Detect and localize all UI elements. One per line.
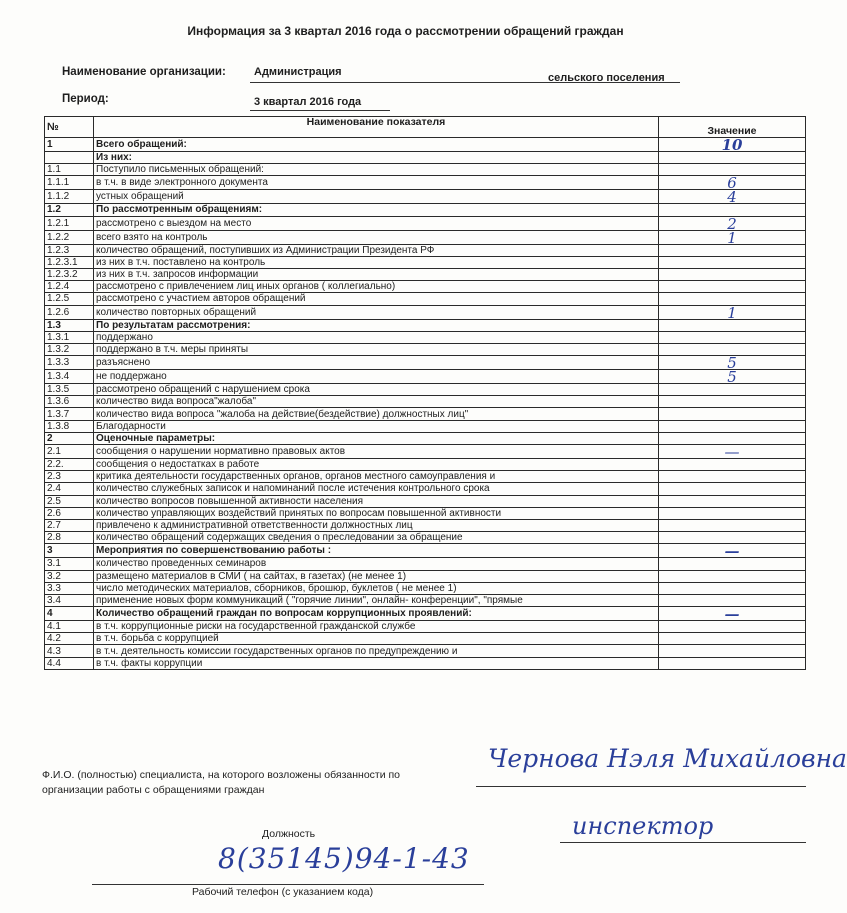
row-value-cell bbox=[659, 495, 806, 507]
row-indicator-name: количество вопросов повышенной активности населения bbox=[94, 495, 659, 507]
header-name: Наименование показателя bbox=[94, 117, 659, 138]
row-value-cell bbox=[659, 459, 806, 471]
row-value-cell bbox=[659, 281, 806, 293]
table-row bbox=[45, 319, 806, 331]
row-indicator-name: не поддержано bbox=[94, 370, 659, 384]
row-number: 2.4 bbox=[45, 483, 94, 495]
fio-label-line1: Ф.И.О. (полностью) специалиста, на которого возложены обязанности по bbox=[42, 769, 401, 781]
org-label: Наименование организации: bbox=[62, 66, 226, 78]
table-row bbox=[45, 645, 806, 657]
table-row bbox=[45, 204, 806, 216]
phone-label: Рабочий телефон (с указанием кода) bbox=[192, 886, 374, 898]
row-indicator-name: в т.ч. борьба с коррупцией bbox=[94, 633, 659, 645]
table-row bbox=[45, 657, 806, 669]
table-row bbox=[45, 190, 806, 204]
row-indicator-name: в т.ч. коррупционные риски на государственной гражданской службе bbox=[94, 621, 659, 633]
row-handwritten-value: 10 bbox=[721, 136, 743, 154]
row-indicator-name: устных обращений bbox=[94, 190, 659, 204]
position-label: Должность bbox=[262, 828, 316, 840]
row-number: 4.2 bbox=[45, 633, 94, 645]
row-number: 4.4 bbox=[45, 657, 94, 669]
row-value-cell bbox=[659, 519, 806, 531]
row-indicator-name: рассмотрено с участием авторов обращений bbox=[94, 293, 659, 305]
table-row bbox=[45, 281, 806, 293]
row-indicator-name: По рассмотренным обращениям: bbox=[94, 204, 659, 216]
row-value-cell bbox=[659, 558, 806, 570]
table-row bbox=[45, 471, 806, 483]
table-row bbox=[45, 544, 806, 558]
row-indicator-name: Поступило письменных обращений: bbox=[94, 164, 659, 176]
row-indicator-name: всего взято на контроль bbox=[94, 230, 659, 244]
table-row bbox=[45, 420, 806, 432]
row-number: 2.6 bbox=[45, 507, 94, 519]
row-value-cell bbox=[659, 152, 806, 164]
row-indicator-name: сообщения о нарушении нормативно правовых актов bbox=[94, 445, 659, 459]
table-row bbox=[45, 370, 806, 384]
row-handwritten-value: 5 bbox=[727, 368, 737, 387]
table-row bbox=[45, 356, 806, 370]
row-value-cell bbox=[659, 256, 806, 268]
indicators-table-container bbox=[44, 116, 806, 670]
row-indicator-name: количество вида вопроса "жалоба на действие(бездействие) должностных лиц" bbox=[94, 408, 659, 420]
org-suffix: сельского поселения bbox=[548, 72, 665, 84]
row-number: 1.2.2 bbox=[45, 230, 94, 244]
row-value-cell bbox=[659, 621, 806, 633]
row-number: 4.3 bbox=[45, 645, 94, 657]
row-number: 1.2.3 bbox=[45, 244, 94, 256]
row-number: 1.2.5 bbox=[45, 293, 94, 305]
table-row bbox=[45, 268, 806, 280]
row-number: 1.3.1 bbox=[45, 331, 94, 343]
row-number: 1.3.4 bbox=[45, 370, 94, 384]
row-value-cell bbox=[659, 319, 806, 331]
row-indicator-name: количество повторных обращений bbox=[94, 305, 659, 319]
row-indicator-name: Оценочные параметры: bbox=[94, 432, 659, 444]
row-indicator-name: рассмотрено обращений с нарушением срока bbox=[94, 384, 659, 396]
table-row bbox=[45, 532, 806, 544]
row-number: 2 bbox=[45, 432, 94, 444]
row-number: 2.1 bbox=[45, 445, 94, 459]
row-value-cell bbox=[659, 368, 806, 387]
table-row bbox=[45, 396, 806, 408]
row-handwritten-value: 6 bbox=[727, 174, 737, 193]
header-num: № bbox=[45, 117, 94, 138]
row-handwritten-value: 1 bbox=[727, 303, 737, 322]
row-handwritten-value: 5 bbox=[727, 354, 737, 373]
row-indicator-name: в т.ч. факты коррупции bbox=[94, 657, 659, 669]
row-value-cell bbox=[659, 384, 806, 396]
org-underline bbox=[250, 82, 680, 83]
row-indicator-name: привлечено к административной ответственности должностных лиц bbox=[94, 519, 659, 531]
row-handwritten-value: — bbox=[724, 443, 740, 461]
row-number: 3 bbox=[45, 544, 94, 558]
table-row bbox=[45, 459, 806, 471]
row-indicator-name: из них в т.ч. запросов информации bbox=[94, 268, 659, 280]
row-number: 1.3.6 bbox=[45, 396, 94, 408]
table-row bbox=[45, 633, 806, 645]
row-value-cell bbox=[659, 605, 806, 624]
table-row bbox=[45, 138, 806, 152]
row-indicator-name: сообщения о недостатках в работе bbox=[94, 459, 659, 471]
row-indicator-name: количество вида вопроса"жалоба" bbox=[94, 396, 659, 408]
row-value-cell bbox=[659, 228, 806, 247]
position-handwritten-value: инспектор bbox=[572, 812, 714, 840]
table-row bbox=[45, 507, 806, 519]
table-row bbox=[45, 164, 806, 176]
table-row bbox=[45, 483, 806, 495]
row-value-cell bbox=[659, 420, 806, 432]
row-value-cell bbox=[659, 244, 806, 256]
row-indicator-name: Количество обращений граждан по вопросам коррупционных проявлений: bbox=[94, 607, 659, 621]
indicators-table bbox=[44, 116, 806, 670]
phone-handwritten-value: 8(35145)94-1-43 bbox=[218, 842, 470, 875]
row-number: 1.3.3 bbox=[45, 356, 94, 370]
row-value-cell bbox=[659, 303, 806, 322]
row-number: 3.2 bbox=[45, 570, 94, 582]
row-number: 1.1 bbox=[45, 164, 94, 176]
row-number: 2.5 bbox=[45, 495, 94, 507]
row-value-cell bbox=[659, 445, 806, 459]
table-row bbox=[45, 256, 806, 268]
phone-underline bbox=[92, 884, 484, 885]
table-row bbox=[45, 216, 806, 230]
row-value-cell bbox=[659, 645, 806, 657]
row-number: 3.3 bbox=[45, 582, 94, 594]
table-row bbox=[45, 244, 806, 256]
row-indicator-name: рассмотрено с выездом на место bbox=[94, 216, 659, 230]
table-row bbox=[45, 519, 806, 531]
row-number: 1.2.3.2 bbox=[45, 268, 94, 280]
row-indicator-name: размещено материалов в СМИ ( на сайтах, в газетах) (не менее 1) bbox=[94, 570, 659, 582]
row-number: 1.3.5 bbox=[45, 384, 94, 396]
fio-underline bbox=[476, 786, 806, 787]
row-number: 1.1.2 bbox=[45, 190, 94, 204]
row-number: 2.7 bbox=[45, 519, 94, 531]
fio-label bbox=[42, 768, 400, 798]
row-value-cell bbox=[659, 331, 806, 343]
row-indicator-name: из них в т.ч. поставлено на контроль bbox=[94, 256, 659, 268]
row-number: 4.1 bbox=[45, 621, 94, 633]
row-indicator-name: поддержано bbox=[94, 331, 659, 343]
table-row bbox=[45, 582, 806, 594]
row-value-cell bbox=[659, 507, 806, 519]
row-number bbox=[45, 152, 94, 164]
row-number: 1.2.1 bbox=[45, 216, 94, 230]
table-row bbox=[45, 621, 806, 633]
row-value-cell bbox=[659, 471, 806, 483]
fio-handwritten-value: Чернова Нэля Михайловна bbox=[488, 744, 847, 773]
table-row bbox=[45, 558, 806, 570]
row-value-cell bbox=[659, 542, 806, 561]
row-indicator-name: количество управляющих воздействий принятых по вопросам повышенной активности bbox=[94, 507, 659, 519]
row-indicator-name: количество проведенных семинаров bbox=[94, 558, 659, 570]
row-number: 2.8 bbox=[45, 532, 94, 544]
row-value-cell bbox=[659, 214, 806, 233]
row-value-cell bbox=[659, 570, 806, 582]
row-value-cell bbox=[659, 396, 806, 408]
row-number: 2.2. bbox=[45, 459, 94, 471]
row-value-cell bbox=[659, 582, 806, 594]
document-title: Информация за 3 квартал 2016 года о рассмотрении обращений граждан bbox=[187, 24, 624, 38]
row-number: 2.3 bbox=[45, 471, 94, 483]
table-row bbox=[45, 230, 806, 244]
row-indicator-name: Из них: bbox=[94, 152, 659, 164]
row-number: 1.3.8 bbox=[45, 420, 94, 432]
row-number: 3.1 bbox=[45, 558, 94, 570]
table-row bbox=[45, 432, 806, 444]
table-body bbox=[45, 138, 806, 670]
row-handwritten-value: — bbox=[724, 542, 740, 561]
position-underline bbox=[560, 842, 806, 843]
row-value-cell bbox=[659, 188, 806, 207]
row-handwritten-value: 4 bbox=[727, 188, 737, 207]
row-indicator-name: рассмотрено с привлечением лиц иных органов ( коллегиально) bbox=[94, 281, 659, 293]
row-value-cell bbox=[659, 633, 806, 645]
table-row bbox=[45, 152, 806, 164]
table-row bbox=[45, 343, 806, 355]
row-value-cell bbox=[659, 268, 806, 280]
table-row bbox=[45, 594, 806, 606]
table-row bbox=[45, 570, 806, 582]
row-number: 1.3 bbox=[45, 319, 94, 331]
row-number: 1.2.6 bbox=[45, 305, 94, 319]
row-number: 1.2.3.1 bbox=[45, 256, 94, 268]
table-row bbox=[45, 495, 806, 507]
table-row bbox=[45, 305, 806, 319]
table-row bbox=[45, 384, 806, 396]
table-header-row bbox=[45, 117, 806, 138]
table-row bbox=[45, 445, 806, 459]
row-indicator-name: По результатам рассмотрения: bbox=[94, 319, 659, 331]
row-indicator-name: разъяснено bbox=[94, 356, 659, 370]
period-label: Период: bbox=[62, 93, 109, 105]
row-value-cell bbox=[659, 483, 806, 495]
row-indicator-name: в т.ч. деятельность комиссии государственных органов по предупреждению и bbox=[94, 645, 659, 657]
row-handwritten-value: — bbox=[724, 605, 740, 624]
row-indicator-name: количество обращений содержащих сведения о преследовании за обращение bbox=[94, 532, 659, 544]
row-number: 3.4 bbox=[45, 594, 94, 606]
fio-label-line2: организации работы с обращениями граждан bbox=[42, 784, 265, 796]
row-number: 1 bbox=[45, 138, 94, 152]
row-handwritten-value: 1 bbox=[727, 228, 737, 247]
row-value-cell bbox=[659, 408, 806, 420]
row-number: 1.3.2 bbox=[45, 343, 94, 355]
row-number: 4 bbox=[45, 607, 94, 621]
row-indicator-name: число методических материалов, сборников, брошюр, буклетов ( не менее 1) bbox=[94, 582, 659, 594]
table-row bbox=[45, 607, 806, 621]
row-indicator-name: количество служебных записок и напоминаний после истечения контрольного срока bbox=[94, 483, 659, 495]
row-value-cell bbox=[659, 657, 806, 669]
row-handwritten-value: 2 bbox=[727, 214, 737, 233]
table-row bbox=[45, 408, 806, 420]
row-indicator-name: поддержано в т.ч. меры приняты bbox=[94, 343, 659, 355]
row-indicator-name: применение новых форм коммуникаций ( "горячие линии", онлайн- конференции", "прямые bbox=[94, 594, 659, 606]
row-indicator-name: критика деятельности государственных органов, органов местного самоуправления и bbox=[94, 471, 659, 483]
row-number: 1.2.4 bbox=[45, 281, 94, 293]
row-indicator-name: Всего обращений: bbox=[94, 138, 659, 152]
table-row bbox=[45, 176, 806, 190]
period-underline bbox=[250, 110, 390, 111]
row-indicator-name: Благодарности bbox=[94, 420, 659, 432]
row-indicator-name: в т.ч. в виде электронного документа bbox=[94, 176, 659, 190]
period-value: 3 квартал 2016 года bbox=[254, 96, 362, 108]
row-indicator-name: количество обращений, поступивших из Администрации Президента РФ bbox=[94, 244, 659, 256]
table-row bbox=[45, 293, 806, 305]
row-number: 1.3.7 bbox=[45, 408, 94, 420]
header-value: Значение bbox=[659, 117, 806, 138]
row-value-cell bbox=[659, 138, 806, 152]
table-row bbox=[45, 331, 806, 343]
row-number: 1.1.1 bbox=[45, 176, 94, 190]
row-indicator-name: Мероприятия по совершенствованию работы : bbox=[94, 544, 659, 558]
org-value: Администрация bbox=[254, 66, 342, 78]
row-number: 1.2 bbox=[45, 204, 94, 216]
